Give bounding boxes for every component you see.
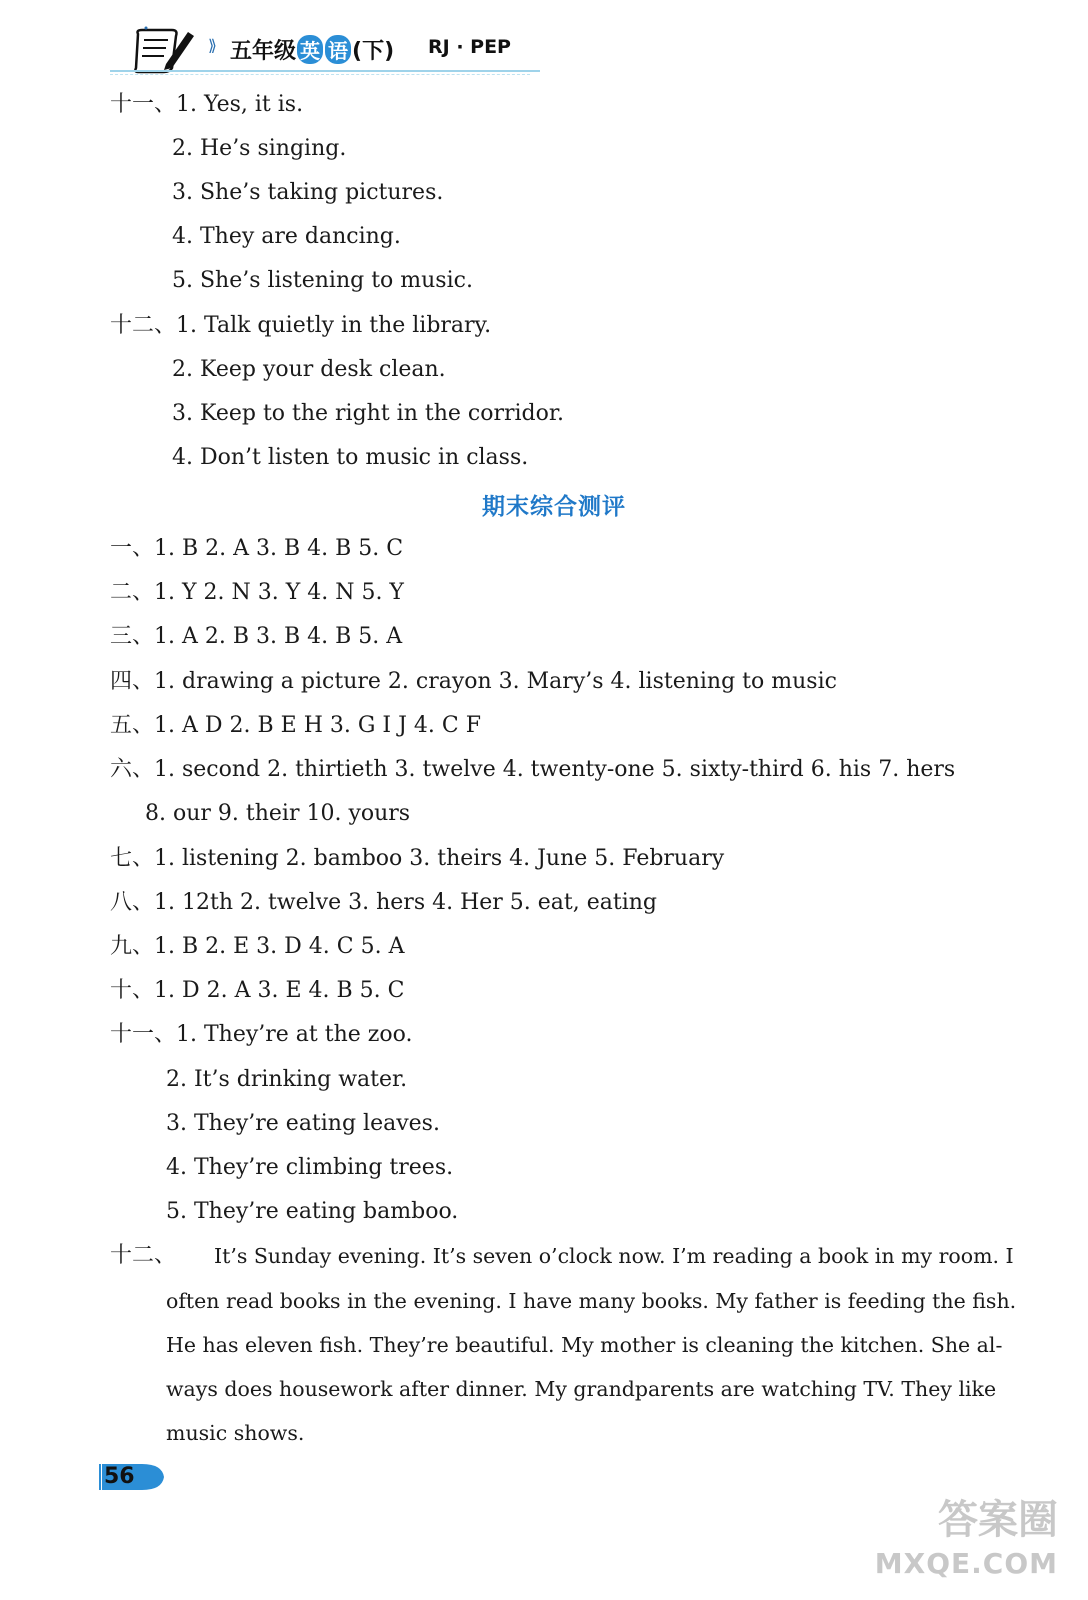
section-title: 期末综合测评 [482,494,626,520]
answer-line: 四、1. drawing a picture 2. crayon 3. Mary’s 4. listening to music [110,669,837,694]
answer-line: 十一、1. They’re at the zoo. [110,1022,413,1047]
passage-line: often read books in the evening. I have many books. My father is feeding the fish. [166,1289,1017,1313]
header-title: 五年级 英 语 (下) [230,34,394,65]
answer-line: 5. They’re eating bamboo. [166,1199,459,1224]
answer-line: 六、1. second 2. thirtieth 3. twelve 4. twenty-one 5. sixty-third 6. his 7. hers [110,757,956,782]
answer-line: 一、1. B 2. A 3. B 4. B 5. C [110,536,404,561]
answer-line: 3. She’s taking pictures. [172,180,444,205]
watermark: 答案圈 MXQE.COM [874,1497,1058,1580]
passage-line: ways does housework after dinner. My grandparents are watching TV. They like [166,1377,997,1401]
answer-line: 二、1. Y 2. N 3. Y 4. N 5. Y [110,580,404,605]
answer-line: 九、1. B 2. E 3. D 4. C 5. A [110,934,405,959]
answer-line: 七、1. listening 2. bamboo 3. theirs 4. June 5. February [110,846,725,871]
book-pen-icon [132,24,196,74]
answer-line: 2. It’s drinking water. [166,1067,408,1092]
page-number: 56 [104,1464,135,1489]
header-divider-dashed [110,74,530,75]
header-divider [110,70,540,72]
answer-line: 十一、1. Yes, it is. [110,92,304,117]
passage-line: music shows. [166,1421,305,1445]
answer-line: 五、1. A D 2. B E H 3. G I J 4. C F [110,713,481,738]
header-edition: RJ · PEP [428,36,511,58]
answer-line: 5. She’s listening to music. [172,268,473,293]
answer-line: 4. Don’t listen to music in class. [172,445,529,470]
passage-line: It’s Sunday evening. It’s seven o’clock now. I’m reading a book in my room. I [214,1244,1014,1268]
answer-line: 4. They are dancing. [172,224,401,249]
chevron-right-icon: ⟫ [208,36,217,55]
answer-line: 八、1. 12th 2. twelve 3. hers 4. Her 5. eat, eating [110,890,658,915]
answer-line: 2. Keep your desk clean. [172,357,446,382]
answer-line: 十二、 [110,1243,177,1268]
answer-line: 十、1. D 2. A 3. E 4. B 5. C [110,978,405,1003]
page-header [110,22,550,82]
answer-line: 3. Keep to the right in the corridor. [172,401,564,426]
answer-line: 十二、1. Talk quietly in the library. [110,313,492,338]
answer-line: 8. our 9. their 10. yours [145,801,411,826]
passage-line: He has eleven fish. They’re beautiful. My mother is cleaning the kitchen. She al- [166,1333,1003,1357]
answer-line: 4. They’re climbing trees. [166,1155,454,1180]
answer-line: 3. They’re eating leaves. [166,1111,440,1136]
answer-line: 三、1. A 2. B 3. B 4. B 5. A [110,624,403,649]
answer-line: 2. He’s singing. [172,136,347,161]
